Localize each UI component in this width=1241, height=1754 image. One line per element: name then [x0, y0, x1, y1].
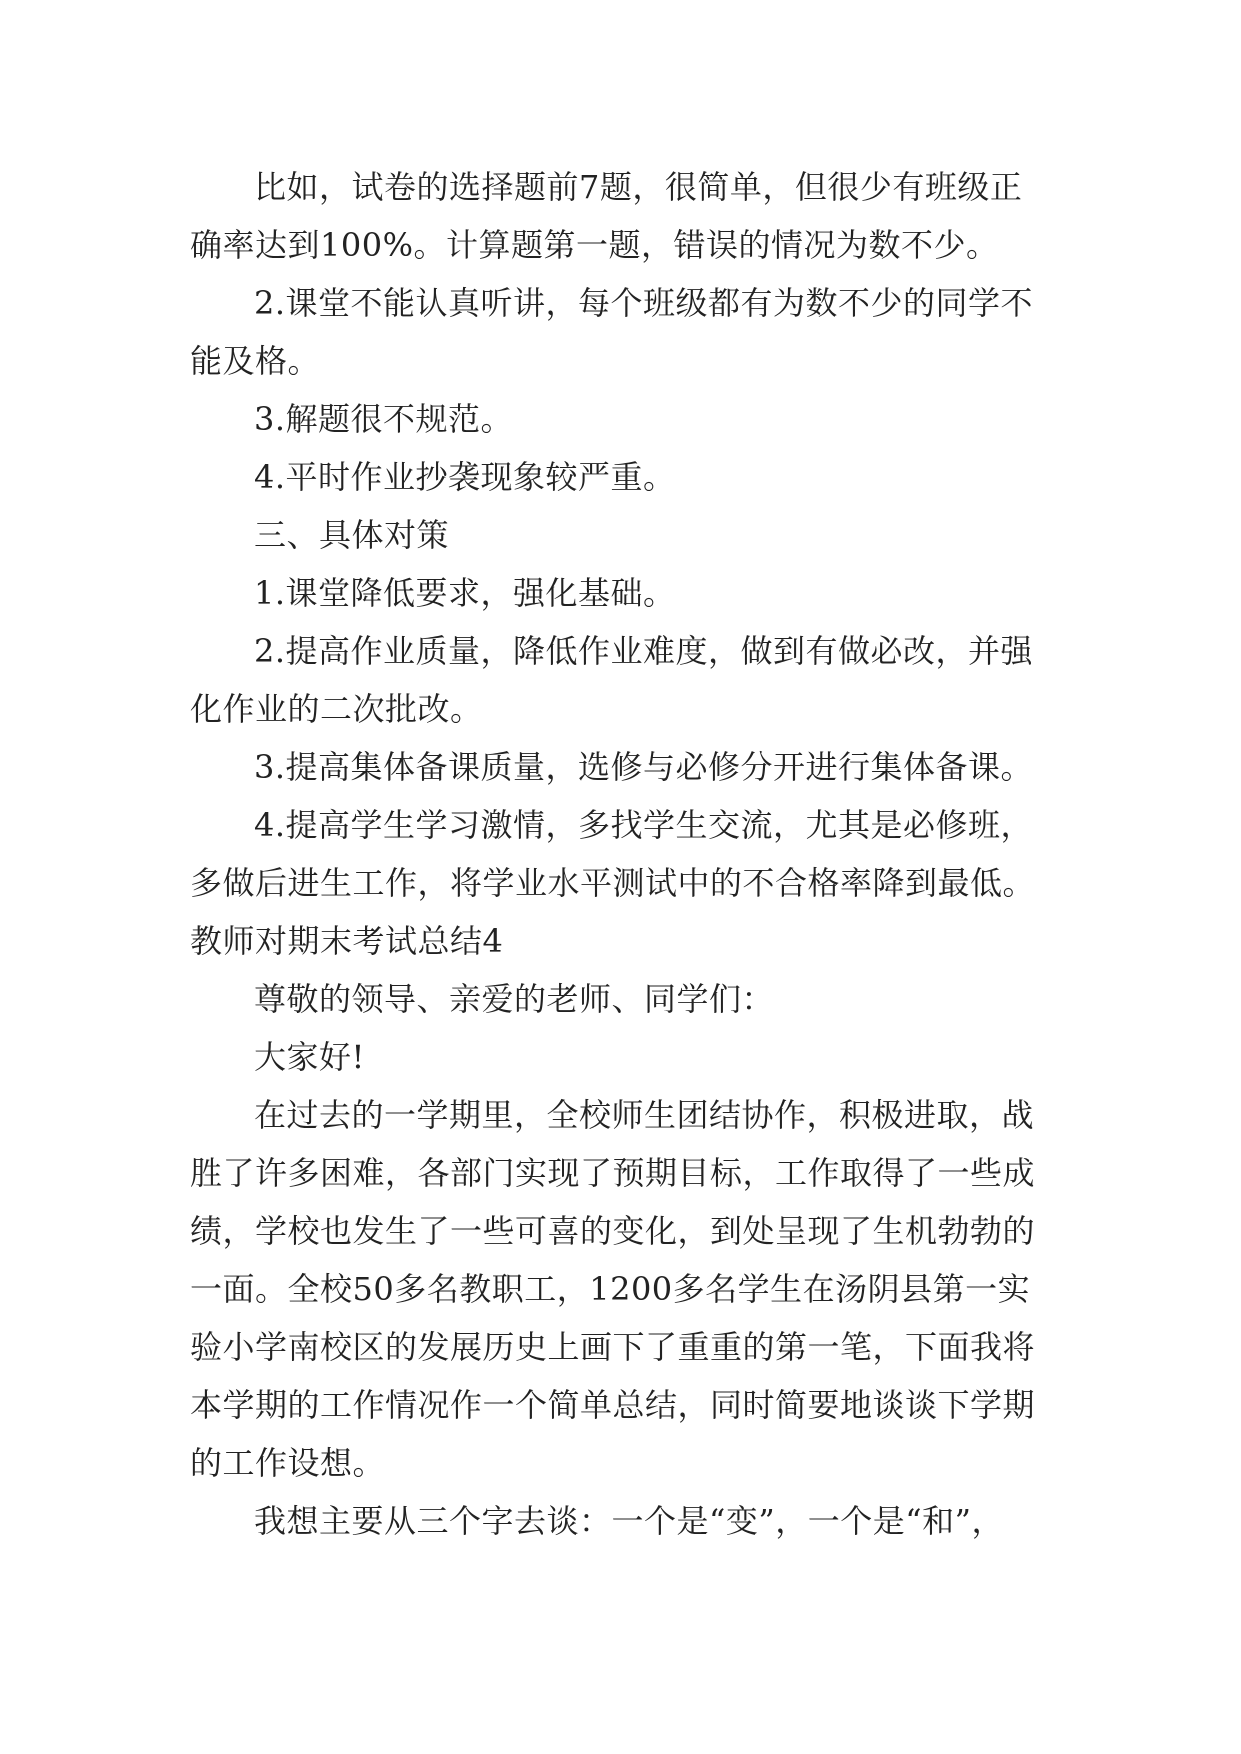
paragraph-line: 本学期的工作情况作一个简单总结，同时简要地谈谈下学期	[190, 1386, 1036, 1424]
list-item-line: 2.课堂不能认真听讲，每个班级都有为数不少的同学不	[254, 284, 1034, 322]
list-item-line: 4.平时作业抄袭现象较严重。	[254, 458, 676, 496]
paragraph-line: 比如，试卷的选择题前7题，很简单，但很少有班级正	[254, 168, 1023, 206]
greeting: 大家好!	[254, 1038, 365, 1076]
paragraph-line: 一面。全校50多名教职工，1200多名学生在汤阴县第一实	[190, 1270, 1031, 1308]
document-body	[190, 158, 1050, 1550]
list-item-line: 3.解题很不规范。	[254, 400, 514, 438]
list-item-line: 4.提高学生学习激情，多找学生交流，尤其是必修班，	[254, 806, 1034, 844]
paragraph-line: 验小学南校区的发展历史上画下了重重的第一笔，下面我将	[190, 1328, 1036, 1366]
list-item-line: 1.课堂降低要求，强化基础。	[254, 574, 676, 612]
list-item-line: 化作业的二次批改。	[190, 690, 483, 728]
paragraph-line: 我想主要从三个字去谈：一个是“变”，一个是“和”，	[254, 1502, 1004, 1540]
list-item-line: 多做后进生工作，将学业水平测试中的不合格率降到最低。	[190, 864, 1036, 902]
paragraph-line: 确率达到100%。计算题第一题，错误的情况为数不少。	[190, 226, 999, 264]
salutation: 尊敬的领导、亲爱的老师、同学们：	[254, 980, 775, 1018]
paragraph-line: 绩，学校也发生了一些可喜的变化，到处呈现了生机勃勃的	[190, 1212, 1036, 1250]
paragraph-line: 胜了许多困难，各部门实现了预期目标，工作取得了一些成	[190, 1154, 1036, 1192]
article-title: 教师对期末考试总结4	[190, 922, 504, 960]
list-item-line: 3.提高集体备课质量，选修与必修分开进行集体备课。	[254, 748, 1034, 786]
paragraph-line: 在过去的一学期里，全校师生团结协作，积极进取，战	[254, 1096, 1035, 1134]
list-item-line: 2.提高作业质量，降低作业难度，做到有做必改，并强	[254, 632, 1034, 670]
list-item-line: 能及格。	[190, 342, 321, 380]
section-heading: 三、具体对策	[254, 516, 450, 554]
paragraph-line: 的工作设想。	[190, 1444, 386, 1482]
